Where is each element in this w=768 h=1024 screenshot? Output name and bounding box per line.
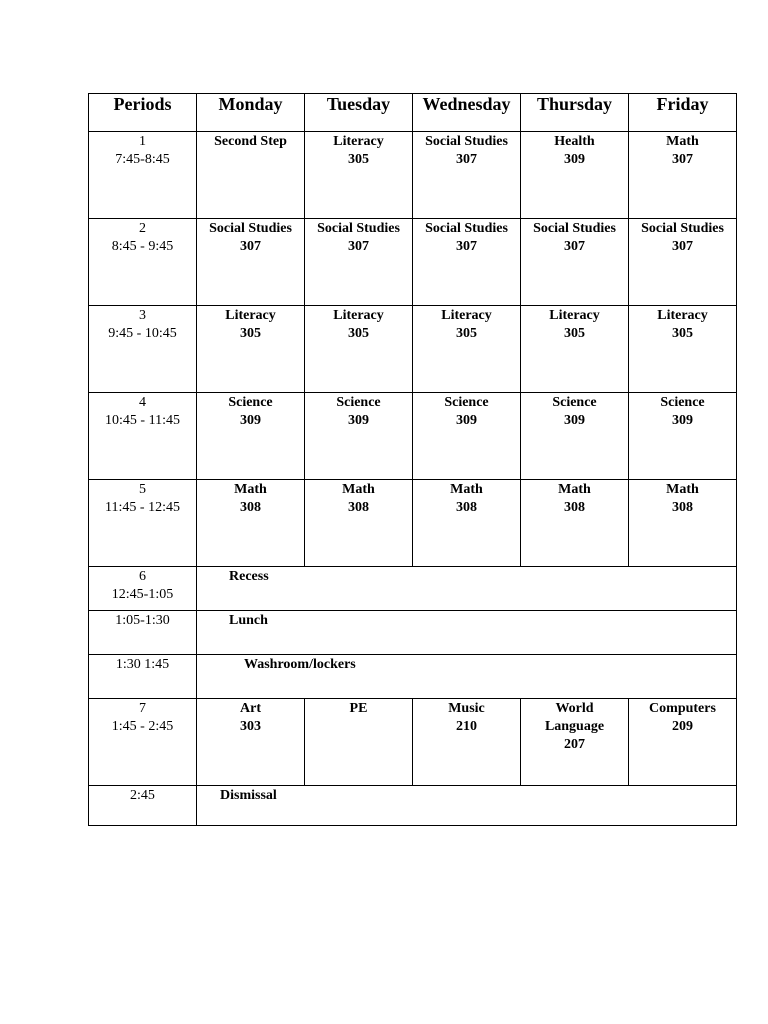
period-number: 5 [139,482,146,497]
dismissal-cell [197,786,737,826]
class-room: 303 [240,719,261,734]
class-subject: Math [450,482,483,497]
class-room: 307 [564,239,585,254]
header-wednesday: Wednesday [413,94,521,132]
class-subject: Math [558,482,591,497]
period-cell [89,699,197,786]
class-cell [413,306,521,393]
period-cell [89,393,197,480]
period-cell [89,480,197,567]
period-time: 2:45 [130,788,155,803]
class-subject: Social Studies [533,221,616,236]
class-cell [413,393,521,480]
class-subject: Social Studies [641,221,724,236]
header-thursday: Thursday [521,94,629,132]
table-row [89,699,737,786]
period-time: 11:45 - 12:45 [105,500,180,515]
header-friday: Friday [629,94,737,132]
recess-cell [197,567,737,611]
washroom-label: Washroom/lockers [244,657,356,672]
class-subject: Literacy [333,308,384,323]
class-cell [521,480,629,567]
class-subject: Literacy [441,308,492,323]
class-room: 309 [348,413,369,428]
period-time: 9:45 - 10:45 [108,326,177,341]
class-subject: Second Step [214,134,287,149]
class-subject: Science [228,395,273,410]
class-subject: Science [660,395,705,410]
class-room: 309 [456,413,477,428]
class-room: 308 [564,500,585,515]
class-room: 305 [348,326,369,341]
table-row [89,393,737,480]
class-room: 307 [456,239,477,254]
class-cell [305,393,413,480]
class-subject: Literacy [333,134,384,149]
class-subject: Health [554,134,595,149]
period-number: 4 [139,395,146,410]
class-subject: Math [234,482,267,497]
period-cell [89,611,197,655]
class-subject: Math [666,482,699,497]
header-row [89,94,737,132]
class-subject: Social Studies [425,134,508,149]
class-cell [305,306,413,393]
period-time: 8:45 - 9:45 [111,239,174,254]
schedule-table [88,93,737,826]
class-room: 305 [456,326,477,341]
class-room: 308 [672,500,693,515]
class-cell [521,132,629,219]
recess-row [89,567,737,611]
period-cell [89,567,197,611]
class-room: 307 [240,239,261,254]
class-subject: Art [240,701,261,716]
class-room: 305 [348,152,369,167]
class-cell [413,219,521,306]
class-subject: Social Studies [317,221,400,236]
class-subject: Literacy [549,308,600,323]
period-time: 1:45 - 2:45 [111,719,174,734]
class-subject: Science [444,395,489,410]
period-number: 6 [139,569,146,584]
class-cell [197,480,305,567]
class-subject: Literacy [657,308,708,323]
class-cell [197,132,305,219]
washroom-cell [197,655,737,699]
period-cell [89,786,197,826]
period-time: 10:45 - 11:45 [105,413,180,428]
period-time: 7:45-8:45 [115,152,170,167]
lunch-row [89,611,737,655]
class-subject: Social Studies [209,221,292,236]
class-subject: Science [552,395,597,410]
class-room: 308 [240,500,261,515]
class-subject: World [555,701,594,716]
class-room: 305 [240,326,261,341]
class-cell [521,393,629,480]
class-room: 307 [672,152,693,167]
period-number: 2 [139,221,146,236]
table-row [89,219,737,306]
class-cell [305,219,413,306]
class-cell [197,393,305,480]
class-cell [521,306,629,393]
class-cell [521,219,629,306]
period-time: 1:30 1:45 [115,657,170,672]
class-cell [629,393,737,480]
dismissal-row [89,786,737,826]
class-room: 309 [564,152,585,167]
period-time: 12:45-1:05 [111,587,174,602]
class-room: 309 [564,413,585,428]
class-room: 308 [456,500,477,515]
class-cell [197,219,305,306]
header-tuesday: Tuesday [305,94,413,132]
class-subject: Social Studies [425,221,508,236]
class-room: 307 [348,239,369,254]
class-room: Language [544,719,605,734]
lunch-label: Lunch [229,613,268,628]
class-room: 210 [456,719,477,734]
recess-label: Recess [229,569,269,584]
period-cell [89,219,197,306]
class-subject: Science [336,395,381,410]
class-cell [413,480,521,567]
class-subject: Computers [649,701,716,716]
class-subject: Music [448,701,485,716]
class-subject: PE [349,701,368,716]
period-cell [89,655,197,699]
period-number: 1 [139,134,146,149]
class-cell [413,132,521,219]
class-subject: Math [666,134,699,149]
class-room: 309 [240,413,261,428]
period-cell [89,306,197,393]
class-room: 305 [564,326,585,341]
class-cell [413,699,521,786]
class-cell [197,699,305,786]
header-monday: Monday [197,94,305,132]
class-cell [629,306,737,393]
class-cell [305,132,413,219]
dismissal-label: Dismissal [220,788,277,803]
period-number: 7 [139,701,146,716]
period-time: 1:05-1:30 [115,613,170,628]
lunch-cell [197,611,737,655]
class-cell [629,219,737,306]
period-cell [89,132,197,219]
class-room: 305 [672,326,693,341]
class-cell [197,306,305,393]
table-row [89,480,737,567]
class-room: 309 [672,413,693,428]
class-room: 307 [672,239,693,254]
class-cell [629,480,737,567]
class-room: 308 [348,500,369,515]
class-cell [629,132,737,219]
header-periods: Periods [89,94,197,132]
washroom-row [89,655,737,699]
class-room: 307 [456,152,477,167]
class-cell [305,480,413,567]
table-row [89,132,737,219]
class-extra: 207 [564,737,585,752]
class-cell [629,699,737,786]
class-cell [521,699,629,786]
class-subject: Math [342,482,375,497]
class-subject: Literacy [225,308,276,323]
table-row [89,306,737,393]
class-cell [305,699,413,786]
period-number: 3 [139,308,146,323]
class-room: 209 [672,719,693,734]
